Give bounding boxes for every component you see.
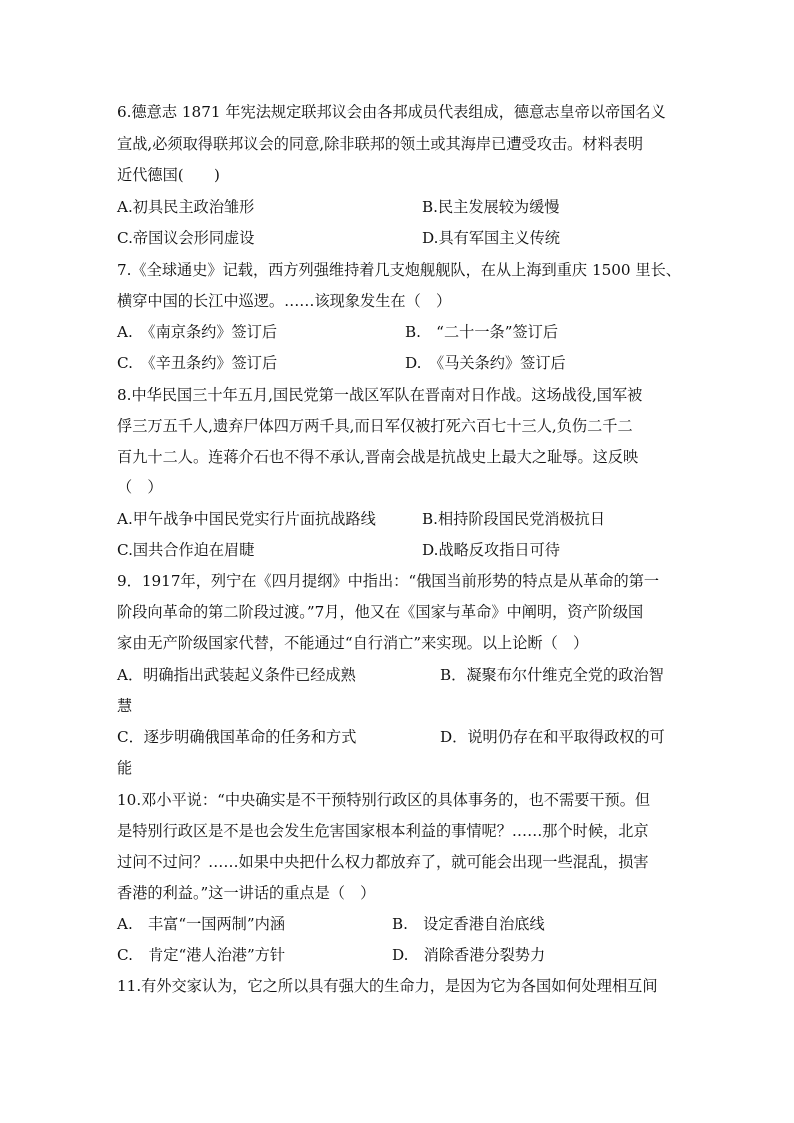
q8-stem-line-4: （ ） xyxy=(117,478,163,496)
q10-option-c: C. 肯定“港人治港”方针 xyxy=(117,946,286,964)
q9-option-b-continued: 慧 xyxy=(117,697,133,715)
q9-option-b: B．凝聚布尔什维克全党的政治智 xyxy=(440,666,664,684)
q10-option-b: B. 设定香港自治底线 xyxy=(392,915,545,933)
q11-stem-line-1: 11.有外交家认为，它之所以具有强大的生命力，是因为它为各国如何处理相互间 xyxy=(117,977,658,995)
q9-stem-line-3: 家由无产阶级国家代替，不能通过“自行消亡”来实现。以上论断（ ） xyxy=(117,634,589,652)
q7-option-a: A. 《南京条约》签订后 xyxy=(117,323,278,341)
q7-option-d: D. 《马关条约》签订后 xyxy=(405,354,566,372)
q6-stem-line-1: 6.德意志 1871 年宪法规定联邦议会由各邦成员代表组成，德意志皇帝以帝国名义 xyxy=(117,103,666,121)
q8-option-d: D.战略反攻指日可待 xyxy=(422,541,560,559)
q9-option-d: D．说明仍存在和平取得政权的可 xyxy=(440,728,665,746)
q8-stem-line-3: 百九十二人。连蒋介石也不得不承认,晋南会战是抗战史上最大之耻辱。这反映 xyxy=(117,448,639,466)
q9-option-c: C．逐步明确俄国革命的任务和方式 xyxy=(117,728,357,746)
q9-stem-line-1: 9．1917年，列宁在《四月提纲》中指出：“俄国当前形势的特点是从革命的第一 xyxy=(117,572,660,590)
q10-option-a: A. 丰富“一国两制”内涵 xyxy=(117,915,286,933)
q7-stem-line-1: 7.《全球通史》记载，西方列强维持着几支炮舰舰队，在从上海到重庆 1500 里长、 xyxy=(117,261,681,279)
q9-stem-line-2: 阶段向革命的第二阶段过渡。”7月，他又在《国家与革命》中阐明，资产阶级国 xyxy=(117,603,644,621)
q6-option-d: D.具有军国主义传统 xyxy=(422,229,560,247)
q6-option-c: C.帝国议会形同虚设 xyxy=(117,229,255,247)
q8-option-b: B.相持阶段国民党消极抗日 xyxy=(422,510,606,528)
q8-option-c: C.国共合作迫在眉睫 xyxy=(117,541,255,559)
q9-option-a: A．明确指出武装起义条件已经成熟 xyxy=(117,666,356,684)
q7-stem-line-2: 横穿中国的长江中巡逻。……该现象发生在（ ） xyxy=(117,292,452,310)
q6-option-b: B.民主发展较为缓慢 xyxy=(422,198,560,216)
q10-stem-line-3: 过问不过问？……如果中央把什么权力都放弃了，就可能会出现一些混乱，损害 xyxy=(117,853,649,871)
q6-stem-line-3: 近代德国( ) xyxy=(117,166,220,184)
q10-option-d: D. 消除香港分裂势力 xyxy=(392,946,546,964)
q6-stem-line-2: 宣战,必须取得联邦议会的同意,除非联邦的领土或其海岸已遭受攻击。材料表明 xyxy=(117,135,644,153)
q8-option-a: A.甲午战争中国民党实行片面抗战路线 xyxy=(117,510,376,528)
q8-stem-line-2: 俘三万五千人,遗弃尸体四万两千具,而日军仅被打死六百七十三人,负伤二千二 xyxy=(117,417,633,435)
q10-stem-line-1: 10.邓小平说：“中央确实是不干预特别行政区的具体事务的，也不需要干预。但 xyxy=(117,791,651,809)
q7-option-b: B. “二十一条”签订后 xyxy=(405,323,559,341)
q10-stem-line-2: 是特别行政区是不是也会发生危害国家根本利益的事情呢？……那个时候，北京 xyxy=(117,822,649,840)
q8-stem-line-1: 8.中华民国三十年五月,国民党第一战区军队在晋南对日作战。这场战役,国军被 xyxy=(117,386,643,404)
q10-stem-line-4: 香港的利益。”这一讲话的重点是（ ） xyxy=(117,884,376,902)
q9-option-d-continued: 能 xyxy=(117,759,133,777)
q7-option-c: C. 《辛丑条约》签订后 xyxy=(117,354,278,372)
q6-option-a: A.初具民主政治雏形 xyxy=(117,198,255,216)
